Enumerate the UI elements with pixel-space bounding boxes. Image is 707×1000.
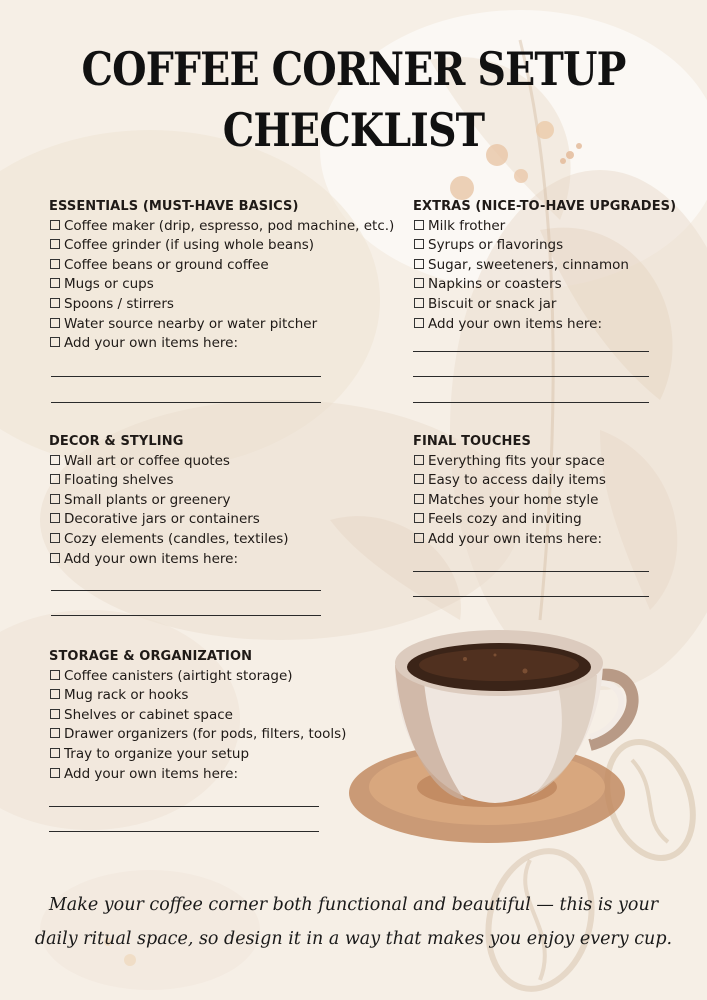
checklist-item-add-own[interactable]: Add your own items here: [413, 315, 676, 335]
checkbox-icon[interactable] [50, 533, 60, 543]
checkbox-icon[interactable] [50, 318, 60, 328]
checklist-item-add-own[interactable]: Add your own items here: [49, 550, 289, 570]
section-essentials [49, 197, 394, 354]
checklist-item[interactable]: Cozy elements (candles, textiles) [49, 530, 289, 550]
write-in-line[interactable] [413, 376, 649, 377]
checklist-item[interactable]: Drawer organizers (for pods, filters, tools) [49, 725, 346, 745]
checklist-item-add-own[interactable]: Add your own items here: [49, 334, 394, 354]
write-in-line[interactable] [51, 376, 321, 377]
checklist-item[interactable]: Sugar, sweeteners, cinnamon [413, 256, 676, 276]
checklist-item[interactable]: Floating shelves [49, 471, 289, 491]
write-in-line[interactable] [413, 351, 649, 352]
checkbox-icon[interactable] [50, 748, 60, 758]
checklist-item[interactable]: Matches your home style [413, 491, 606, 511]
write-in-line[interactable] [413, 402, 649, 403]
checkbox-icon[interactable] [50, 278, 60, 288]
section-final-touches [413, 432, 606, 550]
checkbox-icon[interactable] [50, 259, 60, 269]
checklist-item[interactable]: Small plants or greenery [49, 491, 289, 511]
checklist-item[interactable]: Mug rack or hooks [49, 686, 346, 706]
section-heading: FINAL TOUCHES [413, 434, 531, 449]
section-extras [413, 197, 676, 334]
checklist-item[interactable]: Wall art or coffee quotes [49, 452, 289, 472]
write-in-line[interactable] [413, 596, 649, 597]
checkbox-icon[interactable] [50, 455, 60, 465]
section-storage [49, 647, 346, 784]
checkbox-icon[interactable] [414, 318, 424, 328]
checklist-item[interactable]: Tray to organize your setup [49, 745, 346, 765]
checklist-item[interactable]: Everything fits your space [413, 452, 606, 472]
checkbox-icon[interactable] [414, 278, 424, 288]
footer-quote [0, 888, 707, 956]
footer-quote-line-2: daily ritual space, so design it in a way that makes you enjoy every cup. [34, 929, 673, 949]
checkbox-icon[interactable] [50, 553, 60, 563]
checkbox-icon[interactable] [50, 513, 60, 523]
checkbox-icon[interactable] [414, 533, 424, 543]
checklist-item[interactable]: Milk frother [413, 217, 676, 237]
checkbox-icon[interactable] [50, 768, 60, 778]
checklist-item[interactable]: Shelves or cabinet space [49, 706, 346, 726]
checklist-item[interactable]: Mugs or cups [49, 275, 394, 295]
checklist-item[interactable]: Coffee canisters (airtight storage) [49, 667, 346, 687]
section-decor [49, 432, 289, 569]
footer-quote-line-1: Make your coffee corner both functional and beautiful — this is your [48, 895, 659, 915]
checklist-item[interactable]: Water source nearby or water pitcher [49, 315, 394, 335]
checkbox-icon[interactable] [414, 259, 424, 269]
checklist-item[interactable]: Napkins or coasters [413, 275, 676, 295]
checklist-item[interactable]: Easy to access daily items [413, 471, 606, 491]
checkbox-icon[interactable] [414, 239, 424, 249]
checklist-item[interactable]: Biscuit or snack jar [413, 295, 676, 315]
section-heading: DECOR & STYLING [49, 434, 184, 449]
section-heading: EXTRAS (NICE-TO-HAVE UPGRADES) [413, 199, 677, 214]
checkbox-icon[interactable] [50, 337, 60, 347]
checkbox-icon[interactable] [50, 689, 60, 699]
write-in-line[interactable] [413, 571, 649, 572]
checklist-item[interactable]: Coffee beans or ground coffee [49, 256, 394, 276]
checklist-item[interactable]: Syrups or flavorings [413, 236, 676, 256]
checkbox-icon[interactable] [50, 494, 60, 504]
checkbox-icon[interactable] [50, 220, 60, 230]
page-title-line-1: COFFEE CORNER SETUP [81, 42, 626, 96]
write-in-line[interactable] [51, 615, 321, 616]
section-heading: STORAGE & ORGANIZATION [49, 649, 253, 664]
checkbox-icon[interactable] [50, 670, 60, 680]
checklist-item[interactable]: Spoons / stirrers [49, 295, 394, 315]
checklist-item[interactable]: Coffee grinder (if using whole beans) [49, 236, 394, 256]
checkbox-icon[interactable] [50, 298, 60, 308]
checklist-item[interactable]: Decorative jars or containers [49, 510, 289, 530]
checkbox-icon[interactable] [50, 474, 60, 484]
section-heading: ESSENTIALS (MUST-HAVE BASICS) [49, 199, 299, 214]
checklist-item[interactable]: Coffee maker (drip, espresso, pod machine, etc.) [49, 217, 394, 237]
checkbox-icon[interactable] [414, 494, 424, 504]
write-in-line[interactable] [51, 590, 321, 591]
checkbox-icon[interactable] [414, 513, 424, 523]
write-in-line[interactable] [49, 831, 319, 832]
write-in-line[interactable] [49, 806, 319, 807]
checkbox-icon[interactable] [414, 220, 424, 230]
checklist-item-add-own[interactable]: Add your own items here: [49, 765, 346, 785]
checkbox-icon[interactable] [414, 455, 424, 465]
coffee-cup-illustration [345, 615, 645, 865]
checklist-item[interactable]: Feels cozy and inviting [413, 510, 606, 530]
page-title-line-2: CHECKLIST [222, 103, 485, 157]
checklist-item-add-own[interactable]: Add your own items here: [413, 530, 606, 550]
checkbox-icon[interactable] [414, 298, 424, 308]
checkbox-icon[interactable] [50, 709, 60, 719]
checkbox-icon[interactable] [414, 474, 424, 484]
write-in-line[interactable] [51, 402, 321, 403]
checkbox-icon[interactable] [50, 728, 60, 738]
checkbox-icon[interactable] [50, 239, 60, 249]
